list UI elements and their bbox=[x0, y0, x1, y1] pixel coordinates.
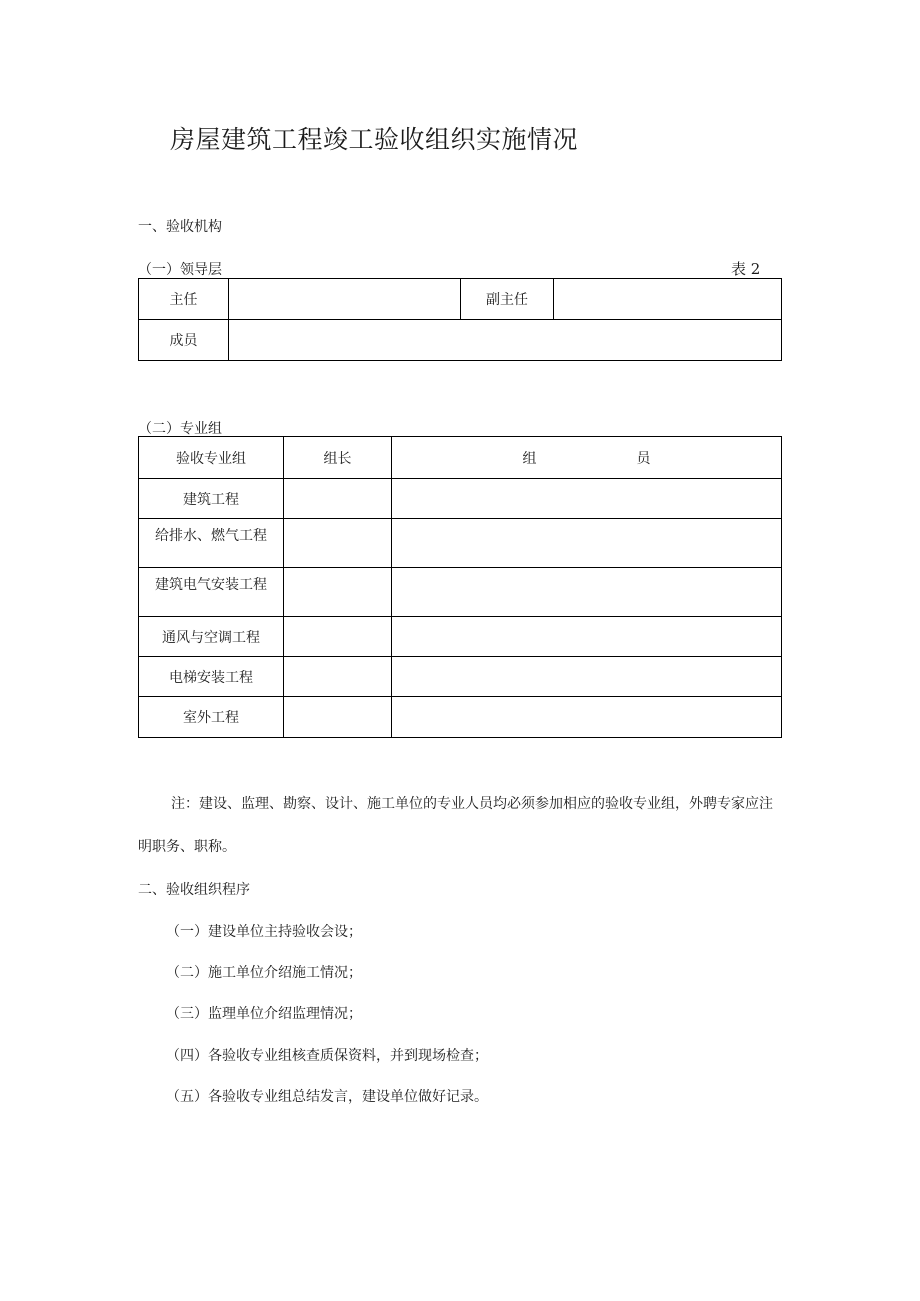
procedure-step: （三）监理单位介绍监理情况； bbox=[166, 1006, 362, 1022]
header-leader: 组长 bbox=[284, 437, 392, 479]
leadership-table bbox=[138, 278, 782, 361]
table-label: 表 2 bbox=[731, 260, 761, 278]
header-members-char-2: 员 bbox=[636, 450, 651, 467]
subsection-heading-leadership: （一）领导层 bbox=[138, 262, 222, 278]
group-name: 通风与空调工程 bbox=[139, 617, 284, 657]
deputy-director-value[interactable] bbox=[554, 279, 782, 320]
group-leader[interactable] bbox=[284, 519, 392, 568]
professional-groups-table bbox=[138, 436, 782, 738]
table-row bbox=[139, 617, 782, 657]
procedure-step: （一）建设单位主持验收会设； bbox=[166, 924, 362, 940]
group-name: 建筑电气安装工程 bbox=[139, 568, 284, 617]
group-name: 电梯安装工程 bbox=[139, 657, 284, 697]
table-row bbox=[139, 479, 782, 519]
page-title: 房屋建筑工程竣工验收组织实施情况 bbox=[170, 125, 579, 154]
header-members bbox=[392, 437, 782, 479]
group-leader[interactable] bbox=[284, 617, 392, 657]
members-value[interactable] bbox=[229, 320, 782, 361]
deputy-director-label: 副主任 bbox=[461, 279, 554, 320]
group-members[interactable] bbox=[392, 519, 782, 568]
group-leader[interactable] bbox=[284, 568, 392, 617]
section-heading-acceptance-organization: 一、验收机构 bbox=[138, 219, 222, 235]
section-heading-acceptance-procedure: 二、验收组织程序 bbox=[138, 882, 250, 898]
group-leader[interactable] bbox=[284, 657, 392, 697]
table-header-row bbox=[139, 437, 782, 479]
note-paragraph: 注：建设、监理、勘察、设计、施工单位的专业人员均必须参加相应的验收专业组，外聘专家应注明职务、职称。 bbox=[138, 796, 773, 855]
table-row bbox=[139, 697, 782, 738]
group-leader[interactable] bbox=[284, 697, 392, 738]
director-label: 主任 bbox=[139, 279, 229, 320]
header-members-char-1: 组 bbox=[522, 450, 537, 467]
table-row bbox=[139, 657, 782, 697]
group-name: 建筑工程 bbox=[139, 479, 284, 519]
group-leader[interactable] bbox=[284, 479, 392, 519]
procedure-step: （二）施工单位介绍施工情况； bbox=[166, 965, 362, 981]
procedure-step: （五）各验收专业组总结发言，建设单位做好记录。 bbox=[166, 1089, 488, 1105]
group-members[interactable] bbox=[392, 479, 782, 519]
group-name: 室外工程 bbox=[139, 697, 284, 738]
procedure-step: （四）各验收专业组核查质保资料，并到现场检查； bbox=[166, 1048, 488, 1064]
group-members[interactable] bbox=[392, 617, 782, 657]
group-members[interactable] bbox=[392, 697, 782, 738]
header-group: 验收专业组 bbox=[139, 437, 284, 479]
group-members[interactable] bbox=[392, 568, 782, 617]
table-row bbox=[139, 519, 782, 568]
group-name: 给排水、燃气工程 bbox=[139, 519, 284, 568]
director-value[interactable] bbox=[229, 279, 461, 320]
members-label: 成员 bbox=[139, 320, 229, 361]
group-members[interactable] bbox=[392, 657, 782, 697]
table-row bbox=[139, 568, 782, 617]
subsection-heading-professional-groups: （二）专业组 bbox=[138, 421, 222, 437]
